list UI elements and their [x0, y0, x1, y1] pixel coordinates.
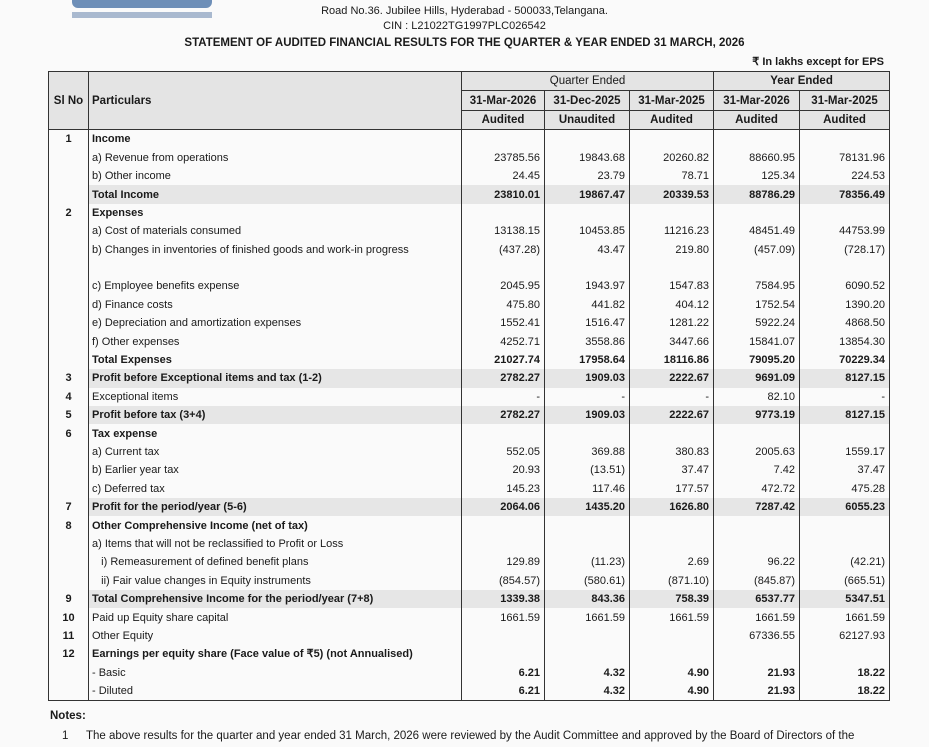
- row-label: b) Other income: [89, 167, 462, 185]
- row-label: a) Revenue from operations: [89, 149, 462, 167]
- row-value: 2782.27: [462, 406, 545, 424]
- table-row: [49, 259, 890, 277]
- row-value: 224.53: [800, 167, 890, 185]
- row-value: 1559.17: [800, 443, 890, 461]
- row-label: Expenses: [89, 204, 462, 222]
- row-value: 24.45: [462, 167, 545, 185]
- period-header: 31-Mar-2025: [800, 91, 890, 110]
- row-value: 1547.83: [630, 277, 714, 295]
- row-value: [462, 259, 545, 277]
- row-value: 44753.99: [800, 222, 890, 240]
- row-slno: [49, 682, 89, 701]
- row-value: 7.42: [714, 461, 800, 479]
- table-row: [49, 277, 890, 295]
- row-value: [630, 259, 714, 277]
- row-value: [462, 627, 545, 645]
- row-value: 3447.66: [630, 332, 714, 350]
- row-value: 125.34: [714, 167, 800, 185]
- row-value: 82.10: [714, 388, 800, 406]
- row-value: 2.69: [630, 553, 714, 571]
- row-slno: 12: [49, 645, 89, 663]
- row-value: 1661.59: [800, 608, 890, 626]
- row-value: 552.05: [462, 443, 545, 461]
- row-value: 67336.55: [714, 627, 800, 645]
- row-slno: [49, 296, 89, 314]
- row-label: b) Earlier year tax: [89, 461, 462, 479]
- row-value: 62127.93: [800, 627, 890, 645]
- row-value: 18116.86: [630, 351, 714, 369]
- row-value: 43.47: [545, 241, 630, 259]
- row-value: [630, 424, 714, 442]
- row-value: 1516.47: [545, 314, 630, 332]
- row-value: (728.17): [800, 241, 890, 259]
- row-value: [630, 130, 714, 149]
- status-header: Unaudited: [545, 110, 630, 129]
- row-value: 404.12: [630, 296, 714, 314]
- row-slno: [49, 443, 89, 461]
- table-row: [49, 535, 890, 553]
- row-slno: 2: [49, 204, 89, 222]
- row-label: f) Other expenses: [89, 332, 462, 350]
- row-value: 6537.77: [714, 590, 800, 608]
- table-row: [49, 314, 890, 332]
- row-label: Income: [89, 130, 462, 149]
- row-value: 88786.29: [714, 185, 800, 203]
- row-value: 1909.03: [545, 369, 630, 387]
- table-row: [49, 645, 890, 663]
- row-value: [800, 259, 890, 277]
- row-label: c) Employee benefits expense: [89, 277, 462, 295]
- row-slno: [49, 572, 89, 590]
- table-row: [49, 388, 890, 406]
- row-value: 2045.95: [462, 277, 545, 295]
- row-value: 6.21: [462, 664, 545, 682]
- row-value: (665.51): [800, 572, 890, 590]
- row-value: 70229.34: [800, 351, 890, 369]
- status-header: Audited: [714, 110, 800, 129]
- row-value: [800, 645, 890, 663]
- row-label: Tax expense: [89, 424, 462, 442]
- table-row: [49, 461, 890, 479]
- row-value: 19867.47: [545, 185, 630, 203]
- row-value: 2782.27: [462, 369, 545, 387]
- row-value: 5347.51: [800, 590, 890, 608]
- row-value: 117.46: [545, 480, 630, 498]
- row-slno: [49, 461, 89, 479]
- table-row: [49, 149, 890, 167]
- row-value: [630, 516, 714, 534]
- row-value: 21027.74: [462, 351, 545, 369]
- row-label: e) Depreciation and amortization expenses: [89, 314, 462, 332]
- row-value: [630, 627, 714, 645]
- row-value: 79095.20: [714, 351, 800, 369]
- row-value: 1752.54: [714, 296, 800, 314]
- row-value: 37.47: [800, 461, 890, 479]
- row-label: Profit for the period/year (5-6): [89, 498, 462, 516]
- row-label: Profit before Exceptional items and tax (1-2): [89, 369, 462, 387]
- row-slno: 9: [49, 590, 89, 608]
- table-row: [49, 682, 890, 701]
- row-value: [545, 627, 630, 645]
- row-value: 18.22: [800, 664, 890, 682]
- row-label: Profit before tax (3+4): [89, 406, 462, 424]
- row-value: 4.90: [630, 682, 714, 701]
- row-value: 48451.49: [714, 222, 800, 240]
- row-value: 13138.15: [462, 222, 545, 240]
- row-label: i) Remeasurement of defined benefit plans: [89, 553, 462, 571]
- row-slno: 1: [49, 130, 89, 149]
- row-value: 78356.49: [800, 185, 890, 203]
- note-number: 1: [62, 730, 69, 742]
- row-value: [800, 424, 890, 442]
- row-slno: [49, 185, 89, 203]
- row-slno: 8: [49, 516, 89, 534]
- row-value: 11216.23: [630, 222, 714, 240]
- row-value: 15841.07: [714, 332, 800, 350]
- header-particulars: Particulars: [89, 72, 462, 130]
- row-label: a) Current tax: [89, 443, 462, 461]
- row-value: [714, 424, 800, 442]
- row-value: 19843.68: [545, 149, 630, 167]
- row-value: (871.10): [630, 572, 714, 590]
- row-value: [800, 204, 890, 222]
- row-value: 7287.42: [714, 498, 800, 516]
- row-value: 1390.20: [800, 296, 890, 314]
- row-label: d) Finance costs: [89, 296, 462, 314]
- row-value: [714, 259, 800, 277]
- table-row: [49, 498, 890, 516]
- row-value: (580.61): [545, 572, 630, 590]
- row-slno: [49, 332, 89, 350]
- row-value: -: [800, 388, 890, 406]
- row-value: [800, 535, 890, 553]
- row-value: 4.32: [545, 664, 630, 682]
- row-value: 2222.67: [630, 406, 714, 424]
- note-item: [62, 730, 922, 742]
- row-value: 13854.30: [800, 332, 890, 350]
- company-cin: CIN : L21022TG1997PLC026542: [383, 20, 546, 32]
- row-value: [630, 535, 714, 553]
- row-value: 380.83: [630, 443, 714, 461]
- row-label: - Diluted: [89, 682, 462, 701]
- row-value: (13.51): [545, 461, 630, 479]
- row-value: [714, 130, 800, 149]
- row-value: 145.23: [462, 480, 545, 498]
- row-value: (42.21): [800, 553, 890, 571]
- row-value: 23785.56: [462, 149, 545, 167]
- row-slno: [49, 277, 89, 295]
- row-label: a) Items that will not be reclassified to Profit or Loss: [89, 535, 462, 553]
- period-header: 31-Mar-2026: [462, 91, 545, 110]
- table-row: [49, 369, 890, 387]
- row-value: 1552.41: [462, 314, 545, 332]
- row-value: 17958.64: [545, 351, 630, 369]
- note-text: The above results for the quarter and year ended 31 March, 2026 were reviewed by the Audit Committee and approved by the Board of Directors of the: [86, 730, 855, 742]
- row-value: [462, 535, 545, 553]
- row-slno: [49, 167, 89, 185]
- row-value: 2064.06: [462, 498, 545, 516]
- row-value: 78.71: [630, 167, 714, 185]
- row-value: [714, 535, 800, 553]
- row-slno: [49, 241, 89, 259]
- row-value: 1661.59: [630, 608, 714, 626]
- row-value: (845.87): [714, 572, 800, 590]
- row-value: 1435.20: [545, 498, 630, 516]
- row-value: 475.80: [462, 296, 545, 314]
- table-row: [49, 241, 890, 259]
- row-value: (457.09): [714, 241, 800, 259]
- row-slno: [49, 480, 89, 498]
- row-value: [462, 516, 545, 534]
- row-value: -: [545, 388, 630, 406]
- row-label: - Basic: [89, 664, 462, 682]
- period-header: 31-Mar-2026: [714, 91, 800, 110]
- table-body: [49, 130, 890, 701]
- row-value: [545, 204, 630, 222]
- row-label: Exceptional items: [89, 388, 462, 406]
- row-slno: [49, 664, 89, 682]
- row-value: 9691.09: [714, 369, 800, 387]
- status-header: Audited: [462, 110, 545, 129]
- row-value: 10453.85: [545, 222, 630, 240]
- table-row: [49, 222, 890, 240]
- row-value: 37.47: [630, 461, 714, 479]
- table-row: [49, 167, 890, 185]
- row-value: 20339.53: [630, 185, 714, 203]
- table-row: [49, 516, 890, 534]
- row-value: 129.89: [462, 553, 545, 571]
- row-label: Total Comprehensive Income for the period/year (7+8): [89, 590, 462, 608]
- row-value: 475.28: [800, 480, 890, 498]
- row-value: 5922.24: [714, 314, 800, 332]
- statement-title: STATEMENT OF AUDITED FINANCIAL RESULTS FOR THE QUARTER & YEAR ENDED 31 MARCH, 2026: [184, 37, 745, 49]
- row-slno: 3: [49, 369, 89, 387]
- row-label: Total Expenses: [89, 351, 462, 369]
- row-value: 96.22: [714, 553, 800, 571]
- row-value: 3558.86: [545, 332, 630, 350]
- row-value: 369.88: [545, 443, 630, 461]
- row-value: 23.79: [545, 167, 630, 185]
- row-slno: 10: [49, 608, 89, 626]
- row-value: [630, 645, 714, 663]
- row-label: ii) Fair value changes in Equity instruments: [89, 572, 462, 590]
- notes-heading: Notes:: [50, 710, 86, 722]
- row-value: 78131.96: [800, 149, 890, 167]
- row-value: 4.90: [630, 664, 714, 682]
- row-value: 6.21: [462, 682, 545, 701]
- row-value: -: [462, 388, 545, 406]
- row-value: 20.93: [462, 461, 545, 479]
- table-row: [49, 443, 890, 461]
- row-value: (854.57): [462, 572, 545, 590]
- row-value: 219.80: [630, 241, 714, 259]
- row-value: 1626.80: [630, 498, 714, 516]
- row-value: 20260.82: [630, 149, 714, 167]
- row-value: 1281.22: [630, 314, 714, 332]
- table-row: [49, 572, 890, 590]
- row-value: 6090.52: [800, 277, 890, 295]
- table-row: [49, 627, 890, 645]
- row-value: [462, 204, 545, 222]
- row-value: [714, 204, 800, 222]
- row-value: [545, 259, 630, 277]
- row-value: 4.32: [545, 682, 630, 701]
- header-quarter-ended: Quarter Ended: [462, 72, 714, 91]
- row-value: 472.72: [714, 480, 800, 498]
- row-label: c) Deferred tax: [89, 480, 462, 498]
- table-row: [49, 553, 890, 571]
- row-value: 6055.23: [800, 498, 890, 516]
- row-value: [462, 645, 545, 663]
- row-value: [630, 204, 714, 222]
- table-row: [49, 590, 890, 608]
- table-row: [49, 406, 890, 424]
- row-slno: 11: [49, 627, 89, 645]
- row-value: [714, 645, 800, 663]
- row-value: (11.23): [545, 553, 630, 571]
- row-value: 1661.59: [462, 608, 545, 626]
- row-value: 18.22: [800, 682, 890, 701]
- row-value: 1909.03: [545, 406, 630, 424]
- table-row: [49, 185, 890, 203]
- row-value: 1661.59: [545, 608, 630, 626]
- row-value: 1339.38: [462, 590, 545, 608]
- row-value: 21.93: [714, 664, 800, 682]
- row-value: 843.36: [545, 590, 630, 608]
- table-row: [49, 424, 890, 442]
- row-value: [462, 130, 545, 149]
- header-slno: Sl No: [49, 72, 89, 130]
- header-year-ended: Year Ended: [714, 72, 890, 91]
- period-header: 31-Dec-2025: [545, 91, 630, 110]
- row-value: 441.82: [545, 296, 630, 314]
- row-value: (437.28): [462, 241, 545, 259]
- table-row: [49, 130, 890, 149]
- row-value: [545, 645, 630, 663]
- table-row: [49, 204, 890, 222]
- row-label: Other Equity: [89, 627, 462, 645]
- period-header: 31-Mar-2025: [630, 91, 714, 110]
- row-slno: [49, 314, 89, 332]
- row-value: 9773.19: [714, 406, 800, 424]
- row-value: 2222.67: [630, 369, 714, 387]
- row-value: 4868.50: [800, 314, 890, 332]
- row-value: 758.39: [630, 590, 714, 608]
- row-value: 4252.71: [462, 332, 545, 350]
- financial-results-table: [48, 71, 890, 701]
- row-value: -: [630, 388, 714, 406]
- table-row: [49, 608, 890, 626]
- row-value: [800, 516, 890, 534]
- row-slno: [49, 149, 89, 167]
- row-slno: 6: [49, 424, 89, 442]
- row-slno: [49, 535, 89, 553]
- table-row: [49, 351, 890, 369]
- row-value: 23810.01: [462, 185, 545, 203]
- row-value: [714, 516, 800, 534]
- row-value: [545, 424, 630, 442]
- row-slno: 7: [49, 498, 89, 516]
- row-slno: 5: [49, 406, 89, 424]
- row-slno: 4: [49, 388, 89, 406]
- status-header: Audited: [800, 110, 890, 129]
- row-value: [545, 130, 630, 149]
- row-value: [800, 130, 890, 149]
- row-value: 8127.15: [800, 369, 890, 387]
- table-row: [49, 480, 890, 498]
- table-row: [49, 664, 890, 682]
- row-value: [545, 516, 630, 534]
- row-slno: [49, 553, 89, 571]
- row-value: [462, 424, 545, 442]
- row-value: 177.57: [630, 480, 714, 498]
- row-slno: [49, 351, 89, 369]
- table-row: [49, 332, 890, 350]
- row-label: b) Changes in inventories of finished goods and work-in progress: [89, 241, 462, 259]
- row-value: 7584.95: [714, 277, 800, 295]
- row-label: [89, 259, 462, 277]
- row-label: Paid up Equity share capital: [89, 608, 462, 626]
- company-address: Road No.36. Jubilee Hills, Hyderabad - 500033,Telangana.: [321, 5, 608, 17]
- row-slno: [49, 222, 89, 240]
- row-label: Other Comprehensive Income (net of tax): [89, 516, 462, 534]
- unit-note: ₹ In lakhs except for EPS: [752, 56, 884, 68]
- row-value: [545, 535, 630, 553]
- row-value: 21.93: [714, 682, 800, 701]
- row-value: 8127.15: [800, 406, 890, 424]
- status-header: Audited: [630, 110, 714, 129]
- row-label: Total Income: [89, 185, 462, 203]
- table-row: [49, 296, 890, 314]
- row-label: a) Cost of materials consumed: [89, 222, 462, 240]
- row-label: Earnings per equity share (Face value of ₹5) (not Annualised): [89, 645, 462, 663]
- row-slno: [49, 259, 89, 277]
- row-value: 1943.97: [545, 277, 630, 295]
- row-value: 2005.63: [714, 443, 800, 461]
- row-value: 88660.95: [714, 149, 800, 167]
- row-value: 1661.59: [714, 608, 800, 626]
